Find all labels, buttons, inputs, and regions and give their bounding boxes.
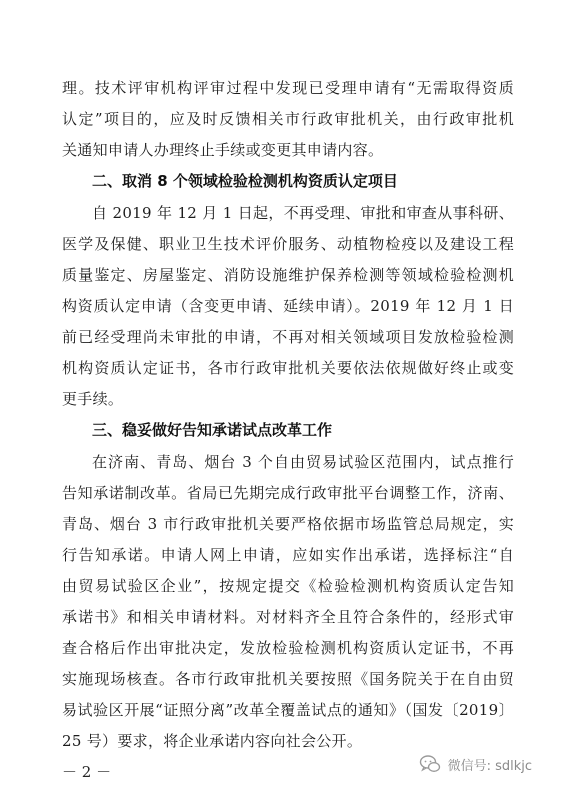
text-line: 前已经受理尚未审批的申请，不再对相关领域项目发放检验检测 — [62, 328, 514, 346]
text-line: 理。技术评审机构评审过程中发现已受理申请有“无需取得资质 — [62, 79, 514, 97]
text-line: 易试验区开展“证照分离”改革全覆盖试点的通知》（国发〔2019〕 — [62, 701, 514, 719]
text-line: 告知承诺制改革。省局已先期完成行政审批平台调整工作，济南、 — [62, 484, 514, 502]
text-line: 质量鉴定、房屋鉴定、消防设施维护保养检测等领域检验检测机 — [62, 266, 514, 284]
text-line: 医学及保健、职业卫生技术评价服务、动植物检疫以及建设工程 — [62, 235, 514, 253]
text-line: 承诺书》和相关申请材料。对材料齐全且符合条件的，经形式审 — [62, 608, 514, 626]
text-line: 更手续。 — [62, 390, 124, 408]
text-line: 25 号）要求，将企业承诺内容向社会公开。 — [62, 732, 363, 750]
text-line: 认定”项目的，应及时反馈相关市行政审批机关，由行政审批机 — [62, 110, 514, 128]
text-line: 青岛、烟台 3 市行政审批机关要严格依据市场监管总局规定，实 — [62, 515, 514, 533]
text-line: 行告知承诺。申请人网上申请，应如实作出承诺，选择标注“自 — [62, 546, 514, 564]
text-line: 查合格后作出审批决定，发放检验检测机构资质认定证书，不再 — [62, 639, 514, 657]
text-line: 实施现场核查。各市行政审批机关要按照《国务院关于在自由贸 — [62, 670, 514, 688]
wechat-watermark — [418, 752, 532, 776]
text-line: 关通知申请人办理终止手续或变更其申请内容。 — [62, 141, 384, 159]
text-line: 自 2019 年 12 月 1 日起，不再受理、审批和审查从事科研、 — [92, 204, 514, 222]
page-number: － 2 － — [62, 763, 112, 781]
section-heading: 三、稳妥做好告知承诺试点改革工作 — [92, 421, 333, 439]
section-heading: 二、取消 8 个领域检验检测机构资质认定项目 — [92, 172, 398, 190]
watermark-text: 微信号: sdlkjc — [447, 758, 532, 774]
wechat-icon — [418, 752, 442, 776]
text-line: 机构资质认定证书，各市行政审批机关要依法依规做好终止或变 — [62, 359, 514, 377]
text-line: 由贸易试验区企业”，按规定提交《检验检测机构资质认定告知 — [62, 577, 514, 595]
text-line: 构资质认定申请（含变更申请、延续申请）。2019 年 12 月 1 日 — [62, 297, 514, 315]
text-line: 在济南、青岛、烟台 3 个自由贸易试验区范围内，试点推行 — [92, 453, 514, 471]
